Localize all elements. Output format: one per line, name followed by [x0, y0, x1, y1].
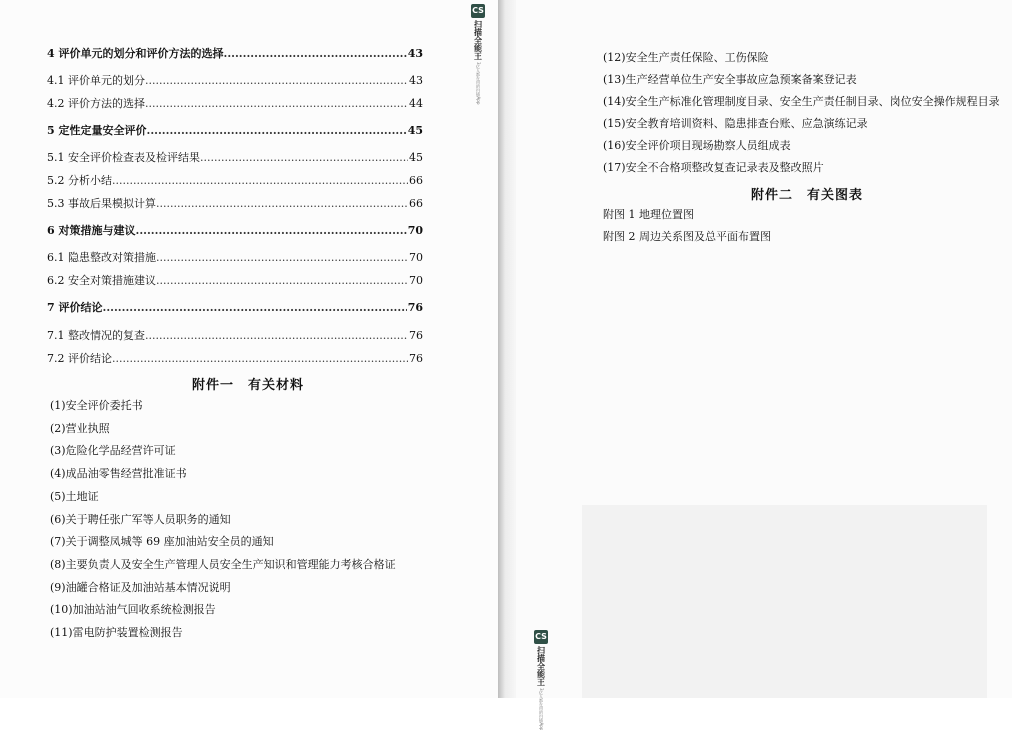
appendix-list-item: (14)安全生产标准化管理制度目录、安全生产责任制目录、岗位安全操作规程目录 [603, 95, 1000, 108]
appendix-list-item: (8)主要负责人及安全生产管理人员安全生产知识和管理能力考核合格证 [50, 557, 396, 571]
toc-leader-dots [200, 149, 408, 167]
appendix-list-item: (3)危险化学品经营许可证 [50, 444, 176, 458]
toc-entry [47, 45, 423, 63]
appendix2-heading: 附件二 有关图表 [751, 188, 864, 203]
toc-entry-page: 43 [409, 74, 423, 87]
toc-entry-page: 45 [407, 124, 423, 137]
toc-entry-title: 7.1 整改情况的复查 [47, 329, 145, 342]
appendix-list-item: (11)雷电防护装置检测报告 [50, 626, 183, 639]
toc-entry-page: 43 [407, 47, 423, 60]
toc-leader-dots [112, 172, 408, 190]
toc-entry-title: 4.2 评价方法的选择 [47, 97, 145, 110]
toc-leader-dots [145, 95, 408, 113]
watermark-subtitle: 3亿人都在用的扫描App [476, 62, 481, 105]
toc-entry-title: 4.1 评价单元的划分 [47, 74, 145, 87]
toc-entry [47, 172, 423, 190]
toc-entry [47, 327, 423, 345]
toc-entry [47, 249, 423, 267]
toc-leader-dots [112, 350, 408, 368]
appendix-list-item: (5)土地证 [50, 489, 99, 503]
toc-leader-dots [223, 45, 406, 63]
toc-entry-title: 5 定性定量安全评价 [47, 124, 147, 137]
book-gutter [498, 0, 516, 698]
toc-entry-title: 6.2 安全对策措施建议 [47, 274, 156, 287]
toc-leader-dots [146, 122, 406, 140]
camscanner-logo-icon: CS [471, 4, 485, 18]
toc-entry-page: 76 [409, 352, 423, 365]
toc-leader-dots [156, 272, 408, 290]
toc-leader-dots [145, 327, 408, 345]
watermark-name: 扫描全能王 [536, 646, 546, 686]
toc-entry [47, 299, 423, 317]
watermark-subtitle: 3亿人都在用的扫描App [539, 688, 544, 730]
toc-entry-title: 6 对策措施与建议 [47, 224, 136, 237]
toc-entry-page: 44 [409, 97, 423, 110]
toc-entry-page: 45 [409, 151, 423, 164]
toc-entry [47, 195, 423, 213]
appendix-list-item: (12)安全生产责任保险、工伤保险 [603, 51, 769, 64]
toc-entry [47, 272, 423, 290]
toc-entry-page: 76 [407, 301, 423, 314]
toc-entry-page: 66 [409, 174, 423, 187]
toc-leader-dots [145, 72, 408, 90]
watermark-name: 扫描全能王 [473, 20, 483, 60]
toc-entry-page: 76 [409, 329, 423, 342]
appendix-list-item: (2)营业执照 [50, 421, 110, 435]
appendix-list-item: (16)安全评价项目现场勘察人员组成表 [603, 139, 791, 152]
appendix-list-item: (1)安全评价委托书 [50, 399, 143, 412]
left-page [0, 0, 498, 698]
camscanner-logo-icon: CS [534, 630, 548, 644]
appendix1-heading: 附件一 有关材料 [192, 378, 305, 393]
toc-entry [47, 72, 423, 90]
toc-entry [47, 350, 423, 368]
appendix-list-item: (6)关于聘任张广军等人员职务的通知 [50, 512, 231, 526]
toc-entry [47, 122, 423, 140]
appendix-list-item: (17)安全不合格项整改复查记录表及整改照片 [603, 161, 824, 174]
toc-entry-title: 6.1 隐患整改对策措施 [47, 251, 156, 264]
appendix-list-item: (4)成品油零售经营批准证书 [50, 467, 187, 481]
appendix-list-item: (13)生产经营单位生产安全事故应急预案备案登记表 [603, 73, 857, 86]
toc-entry-title: 5.3 事故后果模拟计算 [47, 197, 156, 210]
toc-leader-dots [156, 249, 408, 267]
figure-list-item: 附图 2 周边关系图及总平面布置图 [603, 230, 771, 243]
toc-entry-title: 7.2 评价结论 [47, 352, 112, 365]
toc-entry [47, 149, 423, 167]
toc-entry-title: 4 评价单元的划分和评价方法的选择 [47, 47, 224, 60]
toc-leader-dots [135, 222, 406, 240]
toc-entry-page: 70 [407, 224, 423, 237]
toc-leader-dots [156, 195, 408, 213]
toc-entry [47, 222, 423, 240]
watermark-bottom [532, 630, 550, 730]
toc-entry-page: 70 [409, 251, 423, 264]
toc-entry [47, 95, 423, 113]
appendix-list-item: (7)关于调整凤城等 69 座加油站安全员的通知 [50, 535, 274, 549]
watermark-top [469, 4, 487, 104]
toc-entry-page: 70 [409, 274, 423, 287]
appendix-list-item: (9)油罐合格证及加油站基本情况说明 [50, 580, 231, 594]
appendix-list-item: (15)安全教育培训资料、隐患排查台账、应急演练记录 [603, 117, 868, 130]
toc-entry-title: 5.2 分析小结 [47, 174, 112, 187]
appendix-list-item: (10)加油站油气回收系统检测报告 [50, 603, 216, 617]
toc-entry-title: 5.1 安全评价检查表及检评结果 [47, 151, 200, 164]
toc-entry-page: 66 [409, 197, 423, 210]
toc-leader-dots [102, 299, 406, 317]
toc-entry-title: 7 评价结论 [47, 301, 103, 314]
scan-shadow [582, 505, 987, 698]
figure-list-item: 附图 1 地理位置图 [603, 208, 694, 221]
